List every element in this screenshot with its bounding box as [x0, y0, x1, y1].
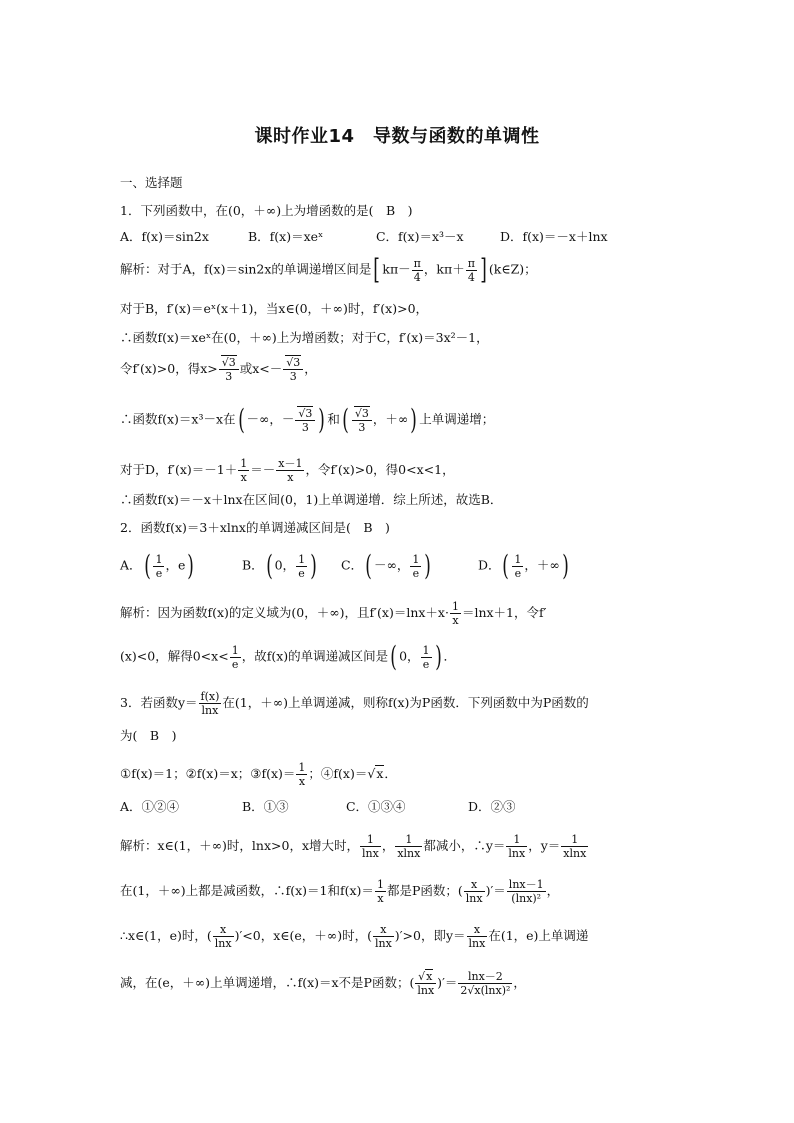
- q2-stem: 2．函数f(x)＝3＋xlnx的单调递减区间是( B ): [120, 520, 390, 535]
- fraction: $\frac{\pi}{4}$: [467, 256, 475, 284]
- q3-solution-1: 解析：x∈(1，＋∞)时，lnx>0，x增大时， $\frac{1}{\ln x}$ ， $\frac{1}{xlnx}$ 都减小，∴y＝ $\frac{1}{\ln x}$ ，y＝ $\frac{1}{xlnx}$: [120, 833, 587, 860]
- fraction: $\frac{\pi}{4}$: [413, 256, 421, 284]
- fraction: $\frac{√3}{3}$: [295, 407, 315, 434]
- fraction: $\frac{1}{x}$: [240, 457, 248, 484]
- q1-solution-a: 解析：对于A，f(x)＝sin2x的单调递增区间是[ kπ－ $\frac{\pi}{4}$ ，kπ＋ $\frac{\pi}{4}$ ] (k∈Z)；: [120, 253, 537, 286]
- q1-option-d: D．f(x)＝－x＋lnx: [499, 229, 608, 244]
- q3-solution-4: 减，在(e，＋∞)上单调递增，∴f(x)＝x不是P函数；( $\frac{√x}{\ln x}$ )′＝ $\frac{\ln x-2}{\text{2√x(lnx)²}}$ ，: [120, 970, 526, 997]
- q2-option-d: D．( $\frac{1}{e}$ ，＋∞): [477, 549, 569, 582]
- solution-text: (k∈Z)；: [488, 261, 537, 277]
- q1-options: [120, 228, 608, 246]
- interval-left: kπ－: [382, 261, 411, 277]
- q3-option-d: D．②③: [467, 799, 516, 814]
- q2-option-c: C．( －∞， $\frac{1}{e}$ ): [340, 549, 432, 582]
- interval-mid: ，kπ＋: [423, 261, 465, 277]
- q2-option-b: B．( 0， $\frac{1}{e}$ ): [241, 549, 317, 582]
- fraction: $\frac{√3}{3}$: [283, 356, 303, 383]
- page-title: 课时作业14 导数与函数的单调性: [254, 126, 540, 147]
- q1-solution-b1: 对于B，f′(x)＝eˣ(x＋1)，当x∈(0，＋∞)时，f′(x)>0，: [120, 301, 429, 316]
- q2-option-a: A．( $\frac{1}{e}$ ，e): [120, 549, 195, 582]
- q3-stem-2: 为( B ): [120, 728, 177, 743]
- q1-solution-c1: 令f′(x)>0，得x> $\frac{√3}{3}$ 或x<－ $\frac{√3}{3}$ ，: [120, 356, 317, 383]
- section-heading: 一、选择题: [120, 175, 183, 190]
- q2-options: [120, 549, 571, 582]
- q1-stem: 1．下列函数中，在(0，＋∞)上为增函数的是( B ): [120, 203, 413, 218]
- q3-solution-2: 在(1，＋∞)上都是减函数，∴f(x)＝1和f(x)＝ $\frac{1}{x}$ 都是P函数；( $\frac{x}{\ln x}$ )′＝ $\frac{\ln x-1}{\text{(lnx)²}}$ ，: [120, 878, 560, 905]
- q3-option-c: C．①③④: [345, 799, 406, 814]
- q1-option-b: B．f(x)＝xeˣ: [247, 229, 324, 244]
- fraction: $\frac{√3}{3}$: [219, 356, 239, 383]
- q3-stem: 3．若函数y＝ $\frac{f(x)}{\ln x}$ 在(1，＋∞)上单调递减，则称f(x)为P函数．下列函数中为P函数的: [120, 690, 589, 717]
- fraction: $\frac{√3}{3}$: [352, 407, 372, 434]
- q3-options: [120, 798, 515, 816]
- solution-text: 解析：对于A，f(x)＝sin2x的单调递增区间是: [120, 261, 372, 277]
- q1-solution-c2: ∴函数f(x)＝x³－x在( －∞，－ $\frac{√3}{3}$ ) 和( $\frac{√3}{3}$ ，＋∞) 上单调递增；: [120, 403, 495, 436]
- q3-functions: ①f(x)＝1；②f(x)＝x；③f(x)＝ $\frac{1}{x}$ ；④f(x)＝√x．: [120, 761, 397, 788]
- q1-solution-b2: ∴函数f(x)＝xeˣ在(0，＋∞)上为增函数；对于C，f′(x)＝3x²－1，: [120, 330, 489, 345]
- fraction: $\frac{x-1}{x}$: [278, 457, 303, 484]
- q3-solution-3: ∴x∈(1，e)时，( $\frac{x}{\ln x}$ )′<0，x∈(e，＋∞)时，( $\frac{x}{\ln x}$ )′>0，即y＝ $\frac{x}{\ln x}$ 在(1，e)上单调递: [120, 923, 589, 950]
- q1-solution-d2: ∴函数f(x)＝－x＋lnx在区间(0，1)上单调递增．综上所述，故选B．: [120, 492, 503, 507]
- q3-option-b: B．①③: [241, 799, 289, 814]
- q1-option-c: C．f(x)＝x³－x: [375, 229, 464, 244]
- q2-solution-1: 解析：因为函数f(x)的定义域为(0，＋∞)，且f′(x)＝lnx＋x· $\frac{1}{x}$ ＝lnx＋1，令f′: [120, 600, 547, 627]
- q1-option-a: A．f(x)＝sin2x: [120, 229, 209, 244]
- q2-solution-2: (x)<0，解得0<x< $\frac{1}{e}$ ，故f(x)的单调递减区间是( 0， $\frac{1}{e}$ ) ．: [120, 640, 456, 673]
- q3-option-a: A．①②④: [120, 799, 180, 814]
- q1-solution-d1: 对于D，f′(x)＝－1＋ $\frac{1}{x}$ ＝－ $\frac{x-1}{x}$ ，令f′(x)>0，得0<x<1，: [120, 457, 455, 484]
